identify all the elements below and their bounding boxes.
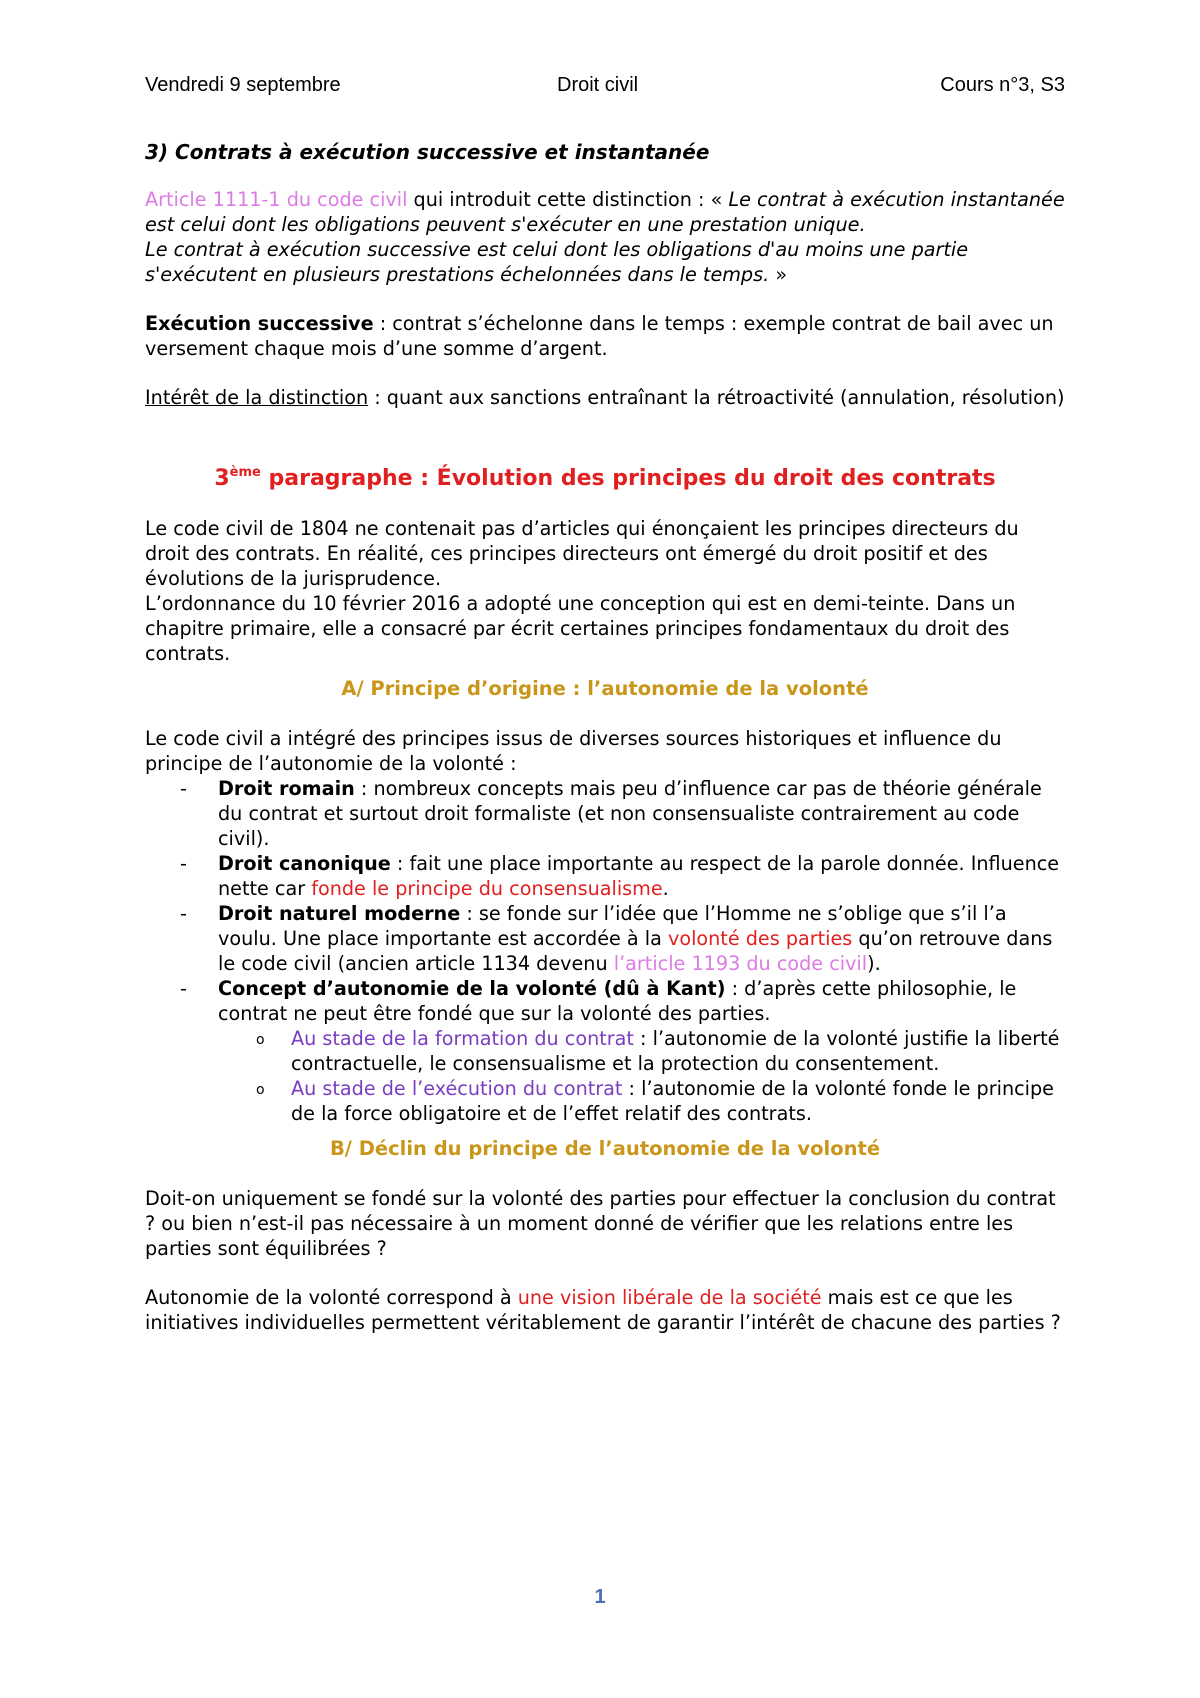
header-subject: Droit civil [557, 74, 639, 96]
list-item-text: : nombreux concepts mais peu d’influence car pas de théorie générale du contrat et surtout droit formaliste (et non consensualiste contrairement au code civil). [218, 777, 1042, 850]
article-paragraph [145, 187, 1065, 287]
list-item-text-mid: qu’on retrouve dans le code civil (ancien article 1134 devenu [218, 927, 1053, 975]
list-item [218, 901, 1065, 976]
interet-paragraph [145, 385, 1065, 410]
paragraph-heading-text: paragraphe : Évolution des principes du droit des contrats [260, 466, 996, 491]
list-item [218, 976, 1065, 1126]
list-item-end: . [662, 877, 669, 900]
document-body [145, 140, 1065, 1335]
list-item-article-ref: l’article 1193 du code civil [613, 952, 868, 975]
part-b-highlight: une vision libérale de la société [517, 1286, 822, 1309]
article-reference: Article 1111-1 du code civil [145, 188, 408, 211]
sub-list-item-text: : l’autonomie de la volonté justifie la liberté contractuelle, le consensualisme et la protection du consentement. [291, 1027, 1060, 1075]
list-item-text: : se fonde sur l’idée que l’Homme ne s’oblige que s’il l’a voulu. Une place importante est accordée à la [218, 902, 1007, 950]
article-quote-2: Le contrat à exécution successive est celui dont les obligations d'au moins une partie s'exécutent en plusieurs prestations échelonnées dans le temps. [145, 238, 969, 286]
list-item-label: Concept d’autonomie de la volonté (dû à Kant) [218, 977, 726, 1000]
paragraph-intro-2: L’ordonnance du 10 février 2016 a adopté une conception qui est en demi-teinte. Dans un chapitre primaire, elle a consacré par écrit certaines principes fondamentaux du droit des contrats. [145, 592, 1016, 665]
part-b-title: B/ Déclin du principe de l’autonomie de la volonté [329, 1137, 881, 1160]
execution-label: Exécution successive [145, 312, 374, 335]
part-b-paragraph-1: Doit-on uniquement se fondé sur la volonté des parties pour effectuer la conclusion du contrat ? ou bien n’est-il pas nécessaire à un moment donné de vérifier que les relations entre les parties sont équilibrées ? [145, 1187, 1056, 1260]
list-item-label: Droit canonique [218, 852, 391, 875]
paragraph-number: 3 [214, 466, 230, 491]
list-item-text: : fait une place importante au respect de la parole donnée. Influence nette car [218, 852, 1060, 900]
part-b-text-start: Autonomie de la volonté correspond à [145, 1286, 518, 1309]
paragraph-heading [145, 464, 1065, 494]
section-title: 3) Contrats à exécution successive et instantanée [145, 140, 710, 164]
part-a-title: A/ Principe d’origine : l’autonomie de la volonté [341, 677, 869, 700]
page-header [145, 74, 1065, 104]
header-date: Vendredi 9 septembre [145, 74, 341, 96]
article-intro: qui introduit cette distinction : « [407, 188, 729, 211]
list-item-label: Droit romain [218, 777, 355, 800]
paragraph-number-sup: ème [229, 465, 261, 480]
execution-paragraph [145, 311, 1065, 361]
paragraph-intro-1: Le code civil de 1804 ne contenait pas d’articles qui énonçaient les principes directeurs du droit des contrats. En réalité, ces principes directeurs ont émergé du droit positif et des évolutions de la jurisprudence. [145, 517, 1019, 590]
sub-list-item-text: : l’autonomie de la volonté fonde le principe de la force obligatoire et de l’effet relatif des contrats. [291, 1077, 1054, 1125]
header-course: Cours n°3, S3 [940, 74, 1065, 96]
list-item-highlight: fonde le principe du consensualisme [311, 877, 663, 900]
article-quote-1: Le contrat à exécution instantanée est celui dont les obligations peuvent s'exécuter en une prestation unique. [145, 188, 1065, 236]
part-b-text-end: mais est ce que les initiatives individuelles permettent véritablement de garantir l’intérêt de chacune des parties ? [145, 1286, 1061, 1334]
sources-list [145, 776, 1065, 1126]
article-quote-end: » [769, 263, 788, 286]
list-item [218, 851, 1065, 901]
sub-list-item [291, 1076, 1065, 1126]
list-item-highlight: volonté des parties [667, 927, 853, 950]
execution-text: : contrat s’échelonne dans le temps : exemple contrat de bail avec un versement chaque mois d’une somme d’argent. [145, 312, 1054, 360]
interet-text: : quant aux sanctions entraînant la rétroactivité (annulation, résolution) [368, 386, 1065, 409]
sub-list-item [291, 1026, 1065, 1076]
list-item [218, 776, 1065, 851]
sub-list [218, 1026, 1065, 1126]
part-a-intro: Le code civil a intégré des principes issus de diverses sources historiques et influence du principe de l’autonomie de la volonté : [145, 727, 1002, 775]
list-item-text: : d’après cette philosophie, le contrat ne peut être fondé que sur la volonté des parties. [218, 977, 1017, 1025]
list-item-end: ). [867, 952, 881, 975]
sub-list-item-label: Au stade de la formation du contrat [291, 1027, 634, 1050]
sub-list-item-label: Au stade de l’exécution du contrat [291, 1077, 623, 1100]
list-item-label: Droit naturel moderne [218, 902, 461, 925]
page-number: 1 [594, 1586, 606, 1608]
interet-label: Intérêt de la distinction [145, 386, 369, 409]
part-b-paragraph-2 [145, 1285, 1065, 1335]
